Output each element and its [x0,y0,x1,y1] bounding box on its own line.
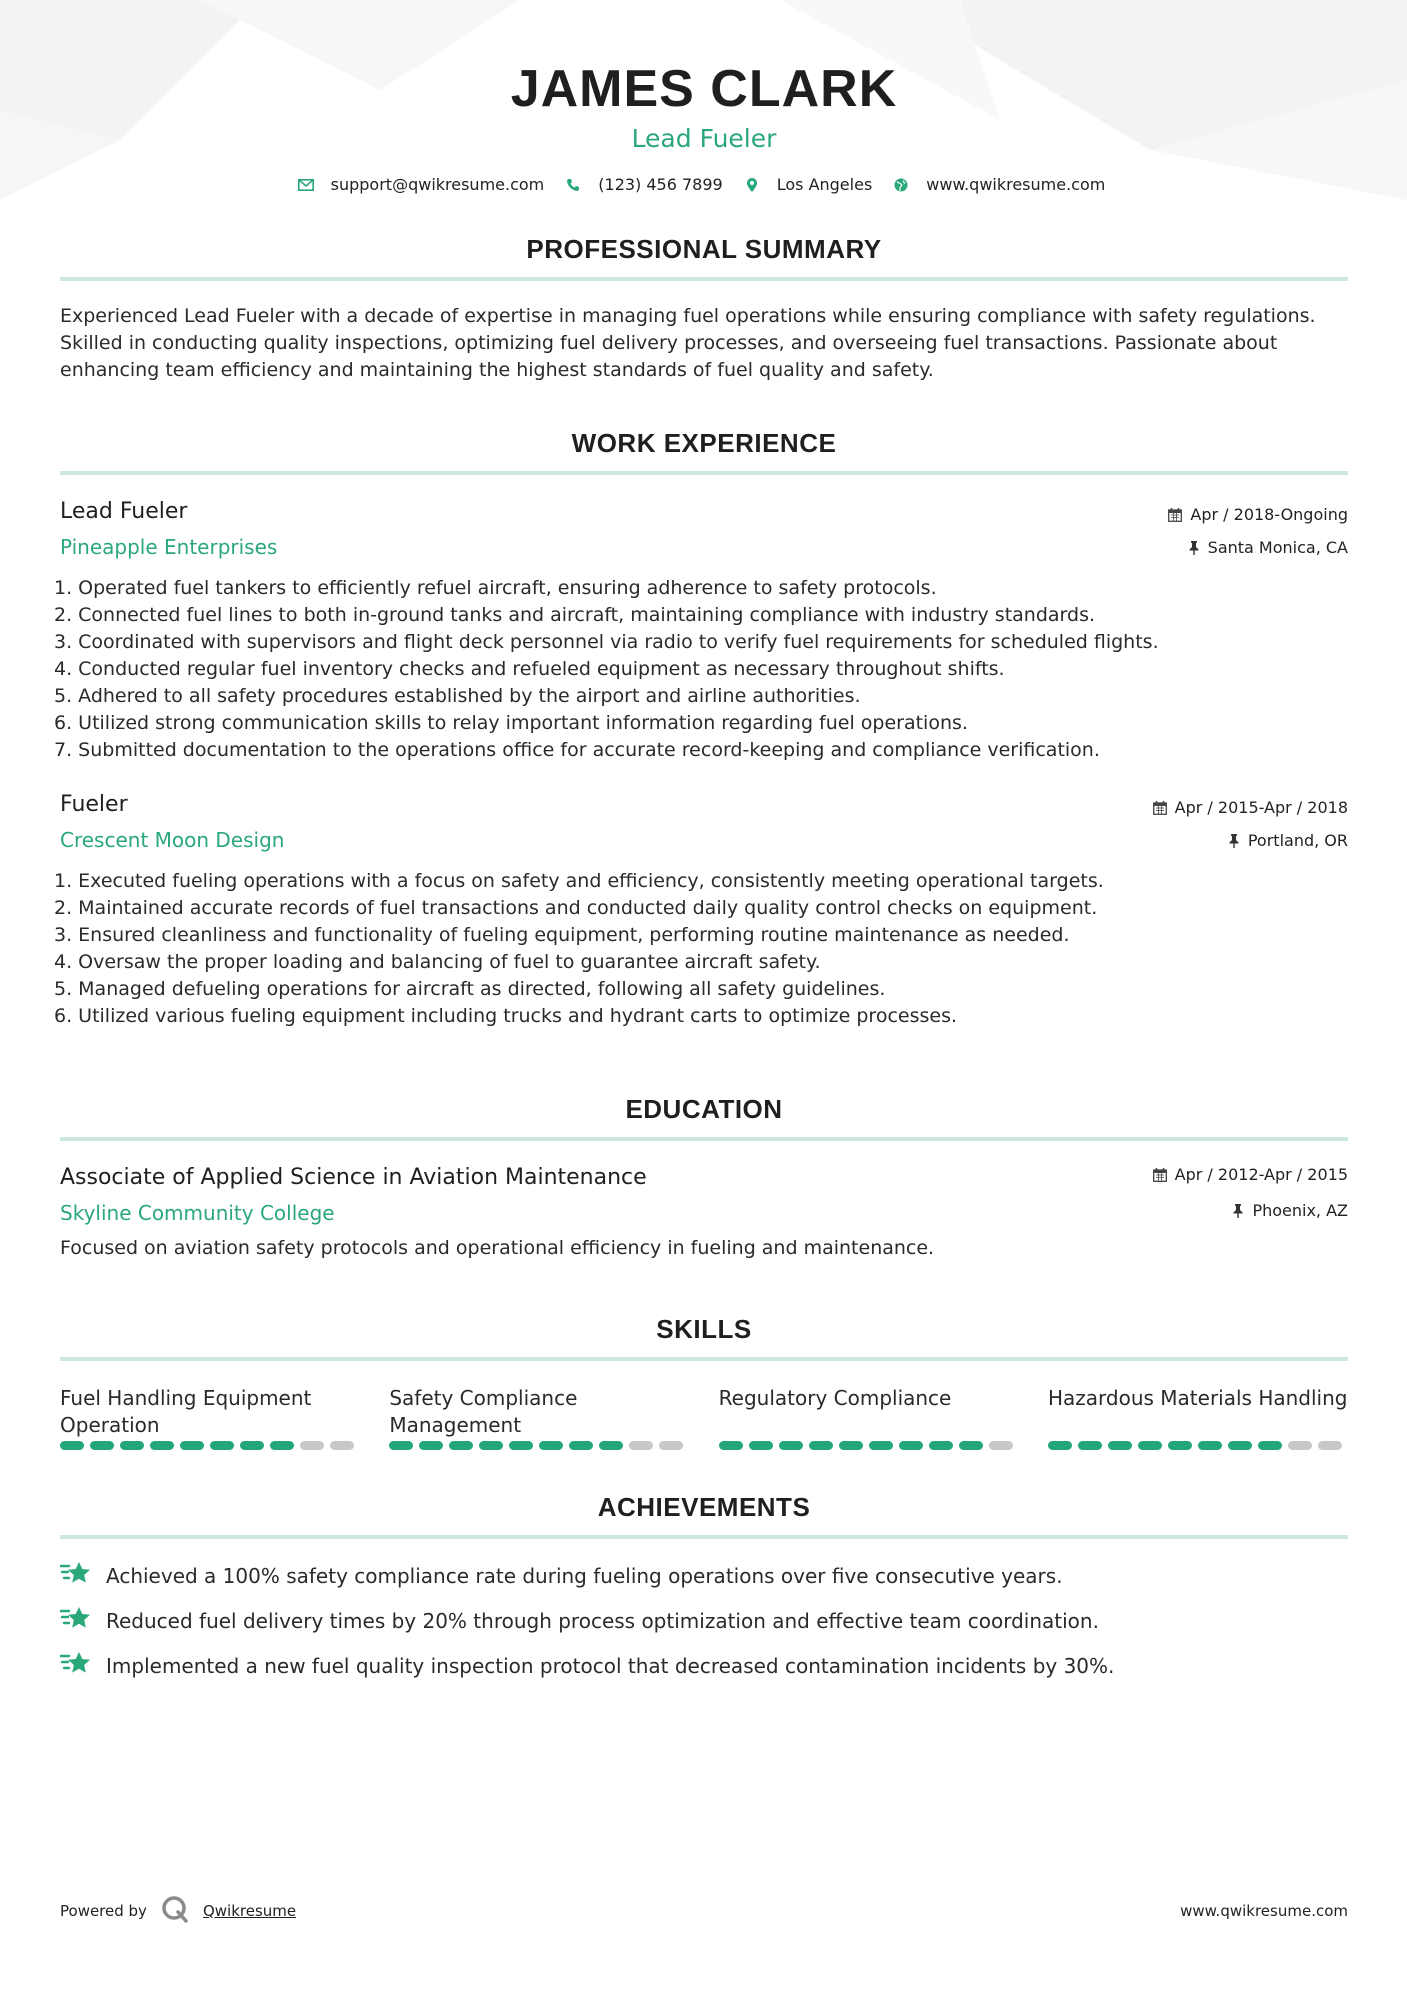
job-location [1168,538,1348,557]
job-entry [54,499,1348,764]
job-responsibilities [54,868,1348,1030]
skill-segment-filled [240,1441,264,1450]
skill-segment-filled [120,1441,144,1450]
education-dates [1153,1165,1348,1184]
skill-level-bar [60,1441,360,1450]
skill-segment-filled [1078,1441,1102,1450]
map-pin-icon [743,178,761,192]
education-section [60,1094,1348,1262]
skill-segment-empty [629,1441,653,1450]
skill-segment-empty [659,1441,683,1450]
section-divider [60,471,1348,475]
skills-title: SKILLS [656,1314,752,1344]
achievements-list [60,1553,1348,1688]
skill-segment-filled [180,1441,204,1450]
calendar-icon [1153,801,1167,815]
star-icon [60,1605,92,1636]
skill-item [60,1385,360,1450]
brand-link[interactable]: Qwikresume [202,1902,297,1920]
job-company: Crescent Moon Design [60,828,285,852]
contact-location [743,175,873,194]
skill-segment-filled [1048,1441,1072,1450]
achievement-item [60,1553,1348,1598]
page-footer [60,1895,1348,1927]
envelope-icon [297,179,315,191]
education-entry [60,1165,1348,1262]
powered-by [60,1895,296,1927]
list-item: 2. Maintained accurate records of fuel transactions and conducted daily quality control checks on equipment. [54,897,1098,919]
education-description: Focused on aviation safety protocols and operational efficiency in fueling and maintenance. [60,1237,935,1259]
location-text: Los Angeles [776,175,873,194]
achievement-text: Reduced fuel delivery times by 20% through process optimization and effective team coordination. [106,1608,1099,1633]
pushpin-icon [1228,834,1240,848]
job-dates [1153,798,1348,817]
pushpin-icon [1188,541,1200,555]
email-text: support@qwikresume.com [330,175,545,194]
skill-segment-filled [150,1441,174,1450]
section-divider [60,1535,1348,1539]
skill-segment-filled [869,1441,893,1450]
skill-segment-empty [1288,1441,1312,1450]
skill-segment-filled [599,1441,623,1450]
experience-title: WORK EXPERIENCE [571,428,837,458]
skill-segment-filled [60,1441,84,1450]
star-icon [60,1560,92,1591]
job-responsibilities [54,575,1348,764]
job-location-text: Portland, OR [1247,831,1348,850]
skill-name: Fuel Handling Equipment Operation [60,1386,312,1437]
skill-segment-filled [569,1441,593,1450]
job-dates [1168,505,1348,524]
section-divider [60,277,1348,281]
skill-segment-filled [719,1441,743,1450]
skill-segment-empty [1318,1441,1342,1450]
summary-text: Experienced Lead Fueler with a decade of expertise in managing fuel operations while ensuring compliance with safety regulations. Skilled in conducting quality inspections, optimizing fuel delivery processes, and overseeing fuel transactions. Passionate about enhancing team efficiency and maintaining the highest standards of fuel quality and safety. [60,305,1316,381]
calendar-icon [1168,508,1182,522]
achievement-item [60,1643,1348,1688]
achievement-text: Achieved a 100% safety compliance rate during fueling operations over five consecutive years. [106,1563,1063,1588]
skill-name: Hazardous Materials Handling [1047,1386,1348,1410]
list-item: 6. Utilized strong communication skills to relay important information regarding fuel operations. [54,712,968,734]
skill-segment-filled [210,1441,234,1450]
summary-section [60,234,1348,384]
phone-text: (123) 456 7899 [598,175,723,194]
list-item: 7. Submitted documentation to the operations office for accurate record-keeping and compliance verification. [54,739,1100,761]
education-title: EDUCATION [625,1094,783,1124]
skill-name: Safety Compliance Management [389,1386,578,1437]
skill-item [719,1385,1019,1450]
list-item: 4. Conducted regular fuel inventory checks and refueled equipment as necessary throughout shifts. [54,658,1005,680]
calendar-icon [1153,1168,1167,1182]
skill-segment-empty [300,1441,324,1450]
school-name: Skyline Community College [60,1201,335,1225]
contact-bar [60,175,1348,194]
powered-by-label: Powered by [60,1902,147,1920]
job-meta [1168,505,1348,557]
skill-name: Regulatory Compliance [718,1386,952,1410]
skill-level-bar [389,1441,689,1450]
skills-section [60,1314,1348,1450]
footer-website-link[interactable]: www.qwikresume.com [1180,1902,1348,1920]
resume-header [60,0,1348,194]
skill-segment-filled [270,1441,294,1450]
section-divider [60,1137,1348,1141]
skill-segment-empty [989,1441,1013,1450]
job-meta [1153,798,1348,850]
qwikresume-logo-icon [161,1895,189,1927]
skill-segment-filled [809,1441,833,1450]
job-company: Pineapple Enterprises [60,535,278,559]
skill-segment-filled [419,1441,443,1450]
pushpin-icon [1232,1204,1244,1218]
globe-icon [892,178,910,192]
list-item: 4. Oversaw the proper loading and balancing of fuel to guarantee aircraft safety. [54,951,821,973]
list-item: 3. Coordinated with supervisors and flight deck personnel via radio to verify fuel requirements for scheduled flights. [54,631,1159,653]
skill-segment-filled [1138,1441,1162,1450]
list-item: 1. Operated fuel tankers to efficiently refuel aircraft, ensuring adherence to safety protocols. [54,577,937,599]
contact-website[interactable] [892,175,1105,194]
website-text: www.qwikresume.com [926,175,1106,194]
list-item: 5. Managed defueling operations for aircraft as directed, following all safety guidelines. [54,978,886,1000]
skill-segment-filled [779,1441,803,1450]
education-dates-text: Apr / 2012-Apr / 2015 [1174,1165,1348,1184]
degree-title: Associate of Applied Science in Aviation Maintenance [60,1165,647,1190]
skill-segment-filled [90,1441,114,1450]
list-item: 5. Adhered to all safety procedures established by the airport and airline authorities. [54,685,861,707]
achievement-text: Implemented a new fuel quality inspection protocol that decreased contamination incidents by 30%. [106,1653,1115,1678]
list-item: 3. Ensured cleanliness and functionality of fueling equipment, performing routine maintenance as needed. [54,924,1070,946]
candidate-role: Lead Fueler [631,124,777,153]
star-icon [60,1650,92,1681]
skill-segment-filled [1168,1441,1192,1450]
skill-segment-filled [899,1441,923,1450]
skill-level-bar [719,1441,1019,1450]
skill-segment-filled [509,1441,533,1450]
phone-icon [564,178,582,192]
contact-phone[interactable] [564,175,722,194]
achievement-item [60,1598,1348,1643]
skill-item [389,1385,689,1450]
section-divider [60,1357,1348,1361]
skill-level-bar [1048,1441,1348,1450]
skill-segment-filled [1258,1441,1282,1450]
skill-segment-filled [749,1441,773,1450]
skill-segment-filled [1228,1441,1252,1450]
job-entry [54,792,1348,1030]
skill-segment-filled [1108,1441,1132,1450]
job-location [1153,831,1348,850]
skill-item [1048,1385,1348,1450]
skill-segment-filled [1198,1441,1222,1450]
job-location-text: Santa Monica, CA [1207,538,1348,557]
list-item: 6. Utilized various fueling equipment including trucks and hydrant carts to optimize processes. [54,1005,958,1027]
achievements-section [60,1492,1348,1688]
skill-segment-filled [389,1441,413,1450]
skill-segment-filled [479,1441,503,1450]
job-title: Lead Fueler [60,499,188,524]
list-item: 2. Connected fuel lines to both in-ground tanks and aircraft, maintaining compliance with industry standards. [54,604,1096,626]
skill-segment-filled [839,1441,863,1450]
contact-email[interactable] [297,175,545,194]
resume-page [54,0,1348,1688]
education-location [1153,1201,1348,1220]
skill-segment-empty [330,1441,354,1450]
job-dates-text: Apr / 2015-Apr / 2018 [1174,798,1348,817]
experience-section [54,428,1348,1030]
skill-segment-filled [449,1441,473,1450]
skills-list [60,1385,1348,1450]
skill-segment-filled [959,1441,983,1450]
education-meta [1153,1165,1348,1220]
summary-title: PROFESSIONAL SUMMARY [526,234,882,264]
skill-segment-filled [539,1441,563,1450]
candidate-name: JAMES CLARK [510,60,898,118]
achievements-title: ACHIEVEMENTS [597,1492,811,1522]
job-title: Fueler [60,792,128,817]
list-item: 1. Executed fueling operations with a focus on safety and efficiency, consistently meeting operational targets. [54,870,1104,892]
skill-segment-filled [929,1441,953,1450]
job-dates-text: Apr / 2018-Ongoing [1190,505,1348,524]
education-location-text: Phoenix, AZ [1252,1201,1348,1220]
